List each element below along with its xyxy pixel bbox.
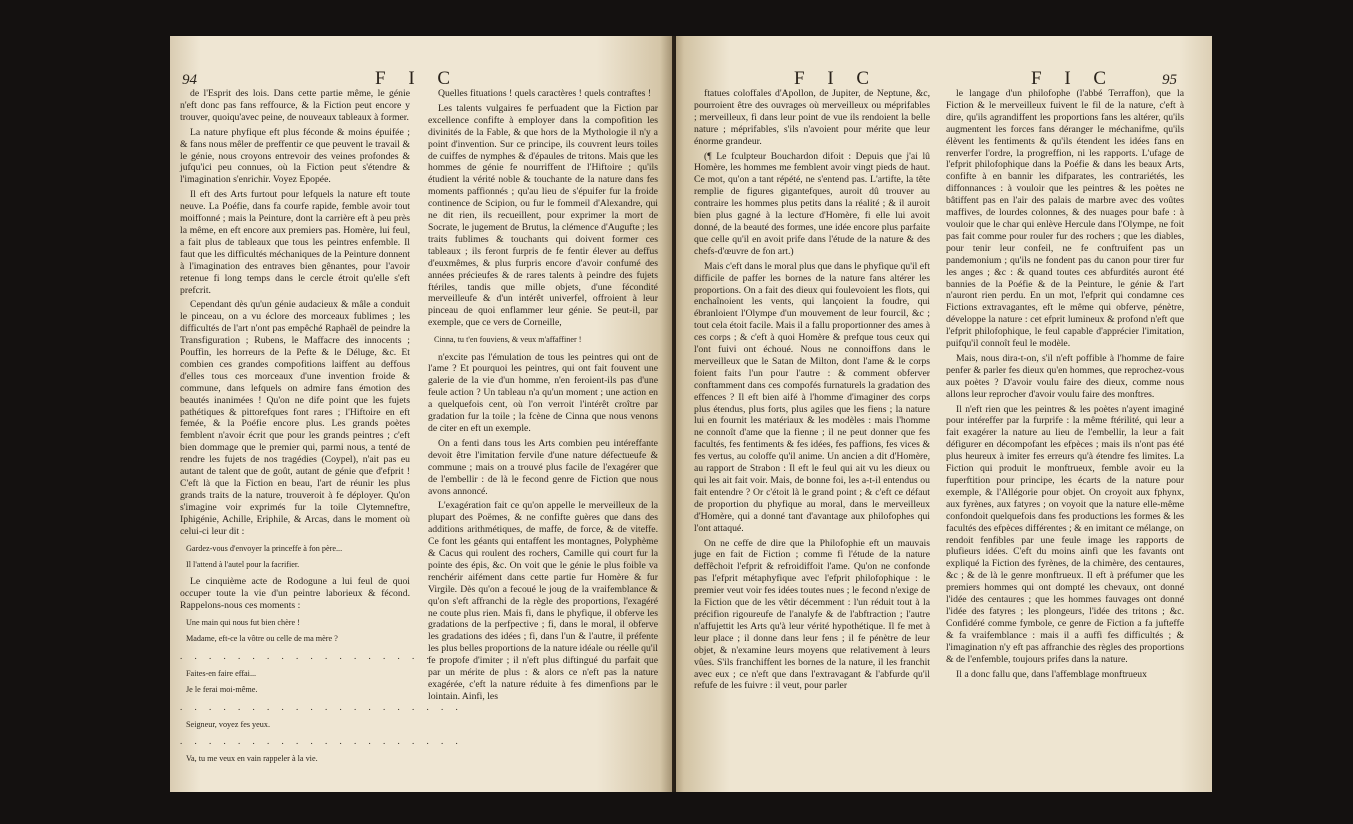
paragraph: Le cinquième acte de Rodogune a lui feul de quoi occuper toute la vie d'un peintre laborieux & fécond. Rappelons-nous ces moments : — [180, 576, 410, 612]
paragraph: On a fenti dans tous les Arts combien peu intéreffante devoit être l'imitation fervile d'une nature défectueufe & commune ; mais on a trouvé plus facile de l'exagérer que de l'embellir : de là le fecond genre de Fiction que nous avons annoncé. — [428, 437, 658, 497]
left-running-title: F I C — [375, 68, 460, 89]
paragraph: (¶ Le fculpteur Bouchardon difoit : Depuis que j'ai lû Homère, les hommes me femblent avoir vingt pieds de haut. Ce mot, qu'on a tant répété, ne s'entend pas. L'artifte, la tête remplie de figures gigantefques, auroit dû trouver au contraire les hommes plus petits dans la réalité ; & il auroit bien plus gagné à la lecture d'Homère, fi elle lui avoit donné, de la beauté des formes, une idée encore plus parfaite que celle qu'il en avoit prife dans l'étude de la nature & des chefs-d'œuvre de fon art.) — [694, 150, 930, 257]
left-page-number: 94 — [182, 72, 197, 88]
paragraph: ftatues coloffales d'Apollon, de Jupiter, de Neptune, &c, pourroient être des ouvrages où merveilleux ou méprifables ; merveilleux, fi dans leur point de vue ils rendoient la belle nature ; méprifables, s'ils n'avoient pour mérite que leur énorme grandeur. — [694, 88, 930, 147]
quote-line: Faites-en faire effai... — [186, 668, 257, 678]
ellipsis-divider: . . . . . . . . . . . . . . . . . . . . — [180, 735, 463, 746]
quote-line: Va, tu me veux en vain rappeler à la vie. — [186, 753, 318, 763]
quote-line: Seigneur, voyez fes yeux. — [186, 719, 271, 729]
right-page-header — [676, 66, 1212, 88]
right-page — [676, 36, 1212, 792]
paragraph: L'exagération fait ce qu'on appelle le merveilleux de la plupart des Poëmes, & ne confifte guères que dans des additions arithmétiques, de maffe, de force, & de viteffe. Ce font les géants qui entaffent les montagnes, Polyphème & Cacus qui roulent des rochers, Camille qui court fur la pointe des épis, &c. On voit que le génie le plus foible va renchérir aifément dans cette partie fur Homère & fur Virgile. Dès qu'on a fecoué le joug de la vraifemblance & qu'on s'eft affranchi de la règle des proportions, l'exagéré ne coute plus rien. Mais fi, dans le phyfique, il obferve les gradations de la perfpective ; fi, dans le moral, il obferve les gradations des idées ; fi, dans l'un & l'autre, il préfente les plus belles proportions de la nature idéale ou réelle qu'il fe propofe d'imiter ; il n'eft plus diftingué du parfait que par un mérite de plus : & alors ce n'eft pas la nature exagérée, c'eft la nature réduite à fes dimenfions par le lointain. Ainfi, les — [428, 500, 658, 702]
right-running-title-1: F I C — [794, 68, 879, 89]
paragraph: Il a donc fallu que, dans l'affemblage monftrueux — [956, 668, 1147, 680]
right-column-2 — [946, 88, 1184, 683]
left-column-2 — [428, 88, 658, 706]
paragraph: La nature phyfique eft plus féconde & moins épuifée ; & fans nous mêler de preffentir ce que peuvent le travail & le génie, nous croyons entrevoir des veines profondes & jufqu'ici peu connues, où la Fiction peut s'étendre & l'imagination s'enrichir. Voyez Epopée. — [180, 126, 410, 186]
quote-line: Cinna, tu t'en fouviens, & veux m'affaffiner ! — [434, 335, 582, 345]
quote-line: Gardez-vous d'envoyer la princeffe à fon père... — [186, 543, 343, 553]
paragraph: Cependant dès qu'un génie audacieux & mâle a conduit le pinceau, on a vu éclore des morceaux fublimes ; les difficultés de l'art n'ont pas empêché Raphaël de peindre la Transfiguration ; Rubens, le Maffacre des innocents ; Pouffin, les horreurs de la Pefte & le Déluge, &c. Et combien ces grandes compofitions laiffent au deffous d'elles tous ces morceaux d'une invention froide & commune, dans lefquels on admire fans émotion des beautés inanimées ! Qu'on ne dife point que les fujets pathétiques & pittorefques font rares ; l'Hiftoire en eft femée, & la Poéfie encore plus. Les grands poètes femblent n'avoir écrit que pour les grands peintres ; c'eft bien dommage que le premier qui, parmi nous, a tenté de rendre les fujets de nos tragédies (Coypel), n'ait pas eu autant de talent que de goût, autant de génie que d'efprit ! C'eft là que la Fiction en beau, l'art de réunir les plus grands traits de la nature, trouveroit à fe déployer. Qu'on s'imagine voir exprimés fur la toile Clytemneftre, Iphigénie, Achille, Eriphile, & Arcas, dans le moment où celui-ci leur dit : — [180, 299, 410, 537]
book-gutter — [660, 36, 684, 792]
paragraph: le langage d'un philofophe (l'abbé Terraffon), que la Fiction & le merveilleux fuivent le fil de la nature, c'eft à dire, qu'ils agrandiffent les proportions fans les altérer, qu'ils augmentent les forces fans déranger le méchanifme, qu'ils élèvent les fentiments & qu'ils étendent les idées fans en renverfer l'ordre, la progreffion, ni les rapports. L'ufage de l'efprit philofophique dans la Poéfie & dans les beaux Arts, confifte à en bannir les difparates, les contrariétés, les diffonnances : à vouloir que les peintres & les poètes ne bâtiffent pas en l'air des palais de marbre avec des voûtes maffives, de lourdes colonnes, & des nuages pour bafe : à vouloir que le char qui enlève Hercule dans l'Olympe, ne foit pas fait comme pour rouler fur des rochers ; que les diables, pour tenir leur confeil, ne fe conftruifent pas un pandemonium ; qu'ils ne fondent pas du canon pour tirer fur les anges ; &c : & quand toutes ces abfurdités auront été bannies de la Poéfie & de la Peinture, le génie & l'art n'auront rien perdu. En un mot, l'efprit qui condamne ces Fictions extravagantes, eft le même qui obferve, pénètre, développe la nature : cet efprit lumineux & profond n'eft que l'efprit philofophique, le feul capable d'apprécier l'imitation, puifqu'il connoît feul le modèle. — [946, 88, 1184, 350]
right-page-number: 95 — [1162, 72, 1177, 88]
paragraph: Les talents vulgaires fe perfuadent que la Fiction par excellence confifte à employer dans la compofition les divinités de la Fable, & que hors de la Mythologie il n'y a point d'invention. Sur ce principe, ils couvrent leurs toiles de cuiffes de nymphes & d'épaules de tritons. Mais que les hommes de génie fe nourriffent de l'Hiftoire ; qu'ils étudient la vérité noble & touchante de la nature dans fes moments paffionnés ; qu'au lieu de s'épuifer fur la froide continence de Scipion, ou fur le fommeil d'Alexandre, qui ne dit rien, ils recueillent, pour exprimer la mort de Socrate, le jugement de Brutus, la clémence d'Augufte ; les traits fublimes & touchants qui doivent former ces tableaux ; ils feront furpris de fe fentir élever au deffus d'euxmêmes, & plus furpris encore d'avoir confumé des années précieufes & de rares talents à peindre des fujets ftériles, tandis que mille objets, d'une fécondité merveilleufe & d'un intérêt univerfel, offroient à leur pinceau de quoi enflammer leur génie. Se peut-il, par exemple, que ce vers de Corneille, — [428, 102, 658, 329]
right-running-title-2: F I C — [1031, 68, 1116, 89]
ellipsis-divider: . . . . . . . . . . . . . . . . . . . . — [180, 650, 463, 661]
paragraph: Il n'eft rien que les peintres & les poètes n'ayent imaginé pour intéreffer par la furprife : la même ftérilité, qui leur a fait exagérer la nature au lieu de l'embellir, la leur a fait défigurer en décompofant les efpèces ; mais ils n'ont pas été plus heureux à imiter fes erreurs qu'à étendre fes limites. La Fiction qui produit le monftrueux, femble avoir eu la fuperftition pour principe, les écarts de la nature pour exemple, & l'Allégorie pour objet. On croyoit aux fphynx, aux fyrènes, aux fatyres ; on voyoit que la nature elle-même confondoit quelquefois dans fes productions les formes & les facultés des efpèces différentes ; & en imitant ce mélange, on rendoit fenfibles par une feule image les rapports de plufieurs idées. C'eft du moins ainfi que les favants ont expliqué la Fiction des fyrènes, de la chimère, des centaures, &c ; & de là le genre monftrueux. Il eft à préfumer que les premiers hommes qui ont dompté les chevaux, ont donné l'idée des centaures ; que les hommes fauvages ont donné l'idée des fatyres ; les plongeurs, l'idée des tritons ; &c. Confidéré comme fymbole, ce genre de Fiction a fa jufteffe & fa vraifemblance : mais il a auffi fes difficultés ; & l'imagination n'y eft pas affranchie des règles des proportions & de l'enfemble, toujours prifes dans la nature. — [946, 403, 1184, 665]
ellipsis-divider: . . . . . . . . . . . . . . . . . . . . — [180, 701, 463, 712]
quote-line: Madame, eft-ce la vôtre ou celle de ma mère ? — [186, 634, 338, 644]
paragraph: On ne ceffe de dire que la Philofophie eft un mauvais juge en fait de Fiction ; comme fi l'étude de la nature deffêchoit l'efprit & refroidiffoit l'ame. Qu'on ne confonde pas l'efprit métaphyfique avec l'efprit philofophique : le premier veut voir fes idées toutes nues ; le fecond n'exige de la Fiction que de les vêtir décemment : l'un réduit tout à la précifion rigoureufe de l'analyfe & de l'abftraction ; l'autre n'affujettit les Arts qu'à leur vérité hypothétique. Il fe met à leur place ; il donne dans leur fens ; il fe pénètre de leur objet, & n'examine leurs moyens que relativement à leurs vûes. S'ils franchiffent les bornes de la nature, il les franchit avec eux ; ce n'eft que dans l'extravagant & l'abfurde qu'il refufe de les fuivre : il veut, pour parler — [694, 537, 930, 692]
quote-line: Je le ferai moi-même. — [186, 685, 258, 695]
paragraph: Mais c'eft dans le moral plus que dans le phyfique qu'il eft difficile de paffer les bornes de la nature fans altérer les proportions. On a fait des dieux qui foulevoient les flots, qui enchaînoient les vents, qui lançoient la foudre, qui ébranloient l'Olympe d'un mouvement de leur fourcil, &c ; tout cela étoit facile. Mais il a fallu proportionner des ames à ces corps ; & c'eft à quoi Homère & prefque tous ceux qui l'ont fuivi ont échoué. Nous ne connoiffons dans le merveilleux que le Satan de Milton, dont l'ame & le corps foient faits l'un pour l'autre : & comment obferver conftamment dans ces compofés furnaturels la gradation des effences ? Il eft bien aifé à l'homme d'imaginer des corps plus étendus, plus forts, plus agiles que les fiens ; la nature lui en fournit les matériaux & les modèles : mais l'homme ne connoît d'ame que la fienne ; il ne peut donner que fes facultés, fes fentiments & fes idées, fes paffions, fes vices & fes vertus, au coloffe qu'il anime. Un ancien a dit d'Homère, au rapport de Strabon : Il eft le feul qui ait vu les dieux ou qui les ait fait voir. Mais, de bonne foi, les a-t-il entendus ou fait entendre ? Or c'étoit là le grand point ; & c'eft ce défaut de proportion du phyfique au moral, dans le merveilleux d'Homère, qui a donné tant d'avantage aux philofophes qui l'ont attaqué. — [694, 260, 930, 534]
left-page — [170, 36, 672, 792]
paragraph: Mais, nous dira-t-on, s'il n'eft poffible à l'homme de faire penfer & parler fes dieux qu'en hommes, que reprochez-vous aux poètes ? D'avoir voulu faire des dieux, comme nous allons leur reprocher d'avoir voulu faire des monftres. — [946, 352, 1184, 400]
paragraph: de l'Esprit des lois. Dans cette partie même, le génie n'eft donc pas fans reffource, & la Fiction peut encore y trouver, quoiqu'avec peine, de nouveaux tableaux à former. — [180, 88, 410, 123]
quote-line: Une main qui nous fut bien chère ! — [186, 618, 300, 628]
paragraph: Quelles fituations ! quels caractères ! quels contraftes ! — [438, 88, 652, 99]
quote-line: Il l'attend à l'autel pour la facrifier. — [186, 559, 300, 569]
left-page-header — [170, 66, 672, 88]
right-column-1 — [694, 88, 930, 695]
paragraph: n'excite pas l'émulation de tous les peintres qui ont de l'ame ? Et pourquoi les peintres, qui ont fait fouvent une galerie de la vie d'un homme, n'en feroient-ils pas d'une feule action ? Un tableau n'a qu'un moment ; une action en a quelquefois cent, où l'on verroit l'intérêt croître par gradation fur la toile ; la fcène de Cinna que nous venons de citer en eft un exemple. — [428, 351, 658, 434]
left-column-1 — [180, 88, 463, 770]
paragraph: Il eft des Arts furtout pour lefquels la nature eft toute neuve. La Poéfie, dans fa courfe rapide, femble avoir tout moiffonné ; mais la Peinture, dont la carrière eft à peu près la même, en eft encore aux premiers pas. Homère, lui feul, a fait plus de tableaux que tous les peintres enfemble. Il faut que les difficultés méchaniques de la Peinture donnent à l'imagination des entraves bien gênantes, pour l'avoir retenue fi long temps dans le cercle étroit qu'elle s'eft prefcrit. — [180, 189, 410, 296]
